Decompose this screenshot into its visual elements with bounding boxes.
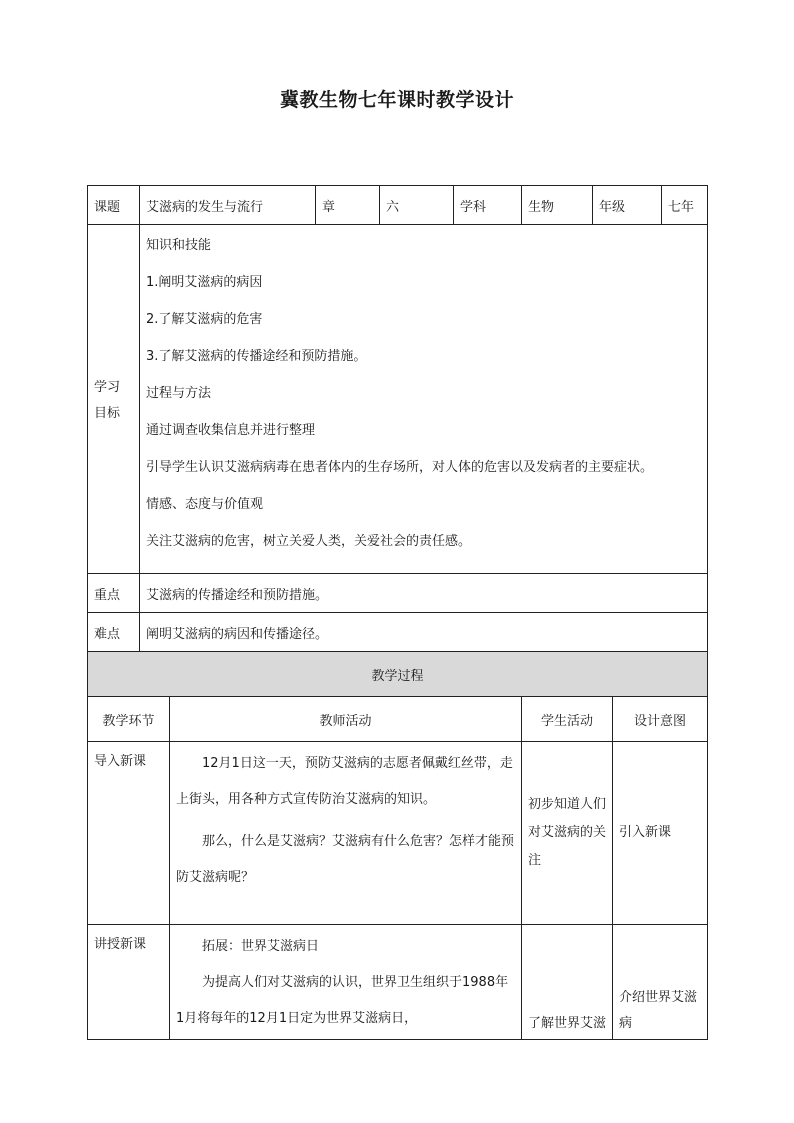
goals-row — [88, 225, 708, 574]
process-header-row — [88, 697, 708, 742]
goals-content — [140, 225, 708, 574]
teacher-paragraph: 12月1日这一天，预防艾滋病的志愿者佩戴红丝带，走上街头，用各种方式宣传防治艾滋病的知识。 — [176, 756, 513, 807]
goal-line: 知识和技能 — [146, 238, 212, 253]
col-header-stage: 教学环节 — [88, 697, 170, 742]
info-row — [88, 186, 708, 225]
process-row-intro — [88, 742, 708, 925]
goal-line: 通过调查收集信息并进行整理 — [146, 423, 316, 438]
teacher-paragraph: 拓展：世界艾滋病日 — [202, 939, 320, 954]
subject-value: 生物 — [522, 186, 593, 225]
grade-label: 年级 — [593, 186, 662, 225]
difficulties-row — [88, 613, 708, 652]
difficulties-value: 阐明艾滋病的病因和传播途径。 — [140, 613, 708, 652]
stage-cell: 讲授新课 — [88, 925, 170, 1040]
teacher-paragraph: 那么，什么是艾滋病？艾滋病有什么危害？怎样才能预防艾滋病呢？ — [176, 834, 515, 885]
goal-line: 引导学生认识艾滋病病毒在患者体内的生存场所，对人体的危害以及发病者的主要症状。 — [146, 460, 654, 475]
design-intent-cell: 引入新课 — [613, 742, 708, 925]
topic-label: 课题 — [88, 186, 140, 225]
goals-label: 学习 目标 — [88, 225, 140, 574]
goal-line: 3.了解艾滋病的传播途经和预防措施。 — [146, 349, 367, 364]
page-title: 冀教生物七年课时教学设计 — [279, 89, 514, 111]
process-row-new-lesson — [88, 925, 708, 1040]
design-intent-cell: 介绍世界艾滋病 — [613, 925, 708, 1040]
goal-line: 2.了解艾滋病的危害 — [146, 312, 263, 327]
col-header-student: 学生活动 — [522, 697, 613, 742]
student-activity-cell: 初步知道人们对艾滋病的关注 — [522, 742, 613, 925]
goal-line: 过程与方法 — [146, 386, 212, 401]
difficulties-label: 难点 — [88, 613, 140, 652]
grade-value: 七年 — [662, 186, 708, 225]
col-header-intent: 设计意图 — [613, 697, 708, 742]
subject-label: 学科 — [454, 186, 522, 225]
key-points-label: 重点 — [88, 574, 140, 613]
stage-cell: 导入新课 — [88, 742, 170, 925]
col-header-teacher: 教师活动 — [170, 697, 522, 742]
goal-line: 1.阐明艾滋病的病因 — [146, 275, 263, 290]
teacher-activity-cell — [170, 742, 522, 925]
teacher-paragraph: 为提高人们对艾滋病的认识，世界卫生组织于1988年1月将每年的12月1日定为世界艾滋病日， — [176, 975, 509, 1026]
chapter-value: 六 — [380, 186, 454, 225]
teacher-activity-cell — [170, 925, 522, 1040]
goal-line: 关注艾滋病的危害，树立关爱人类，关爱社会的责任感。 — [146, 534, 472, 549]
key-points-row — [88, 574, 708, 613]
process-heading-row — [88, 652, 708, 697]
student-activity-cell: 了解世界艾滋 — [522, 925, 613, 1040]
chapter-label: 章 — [316, 186, 380, 225]
topic-value: 艾滋病的发生与流行 — [140, 186, 316, 225]
process-heading: 教学过程 — [88, 652, 708, 697]
lesson-plan-table — [87, 185, 707, 1040]
key-points-value: 艾滋病的传播途经和预防措施。 — [140, 574, 708, 613]
goal-line: 情感、态度与价值观 — [146, 497, 264, 512]
